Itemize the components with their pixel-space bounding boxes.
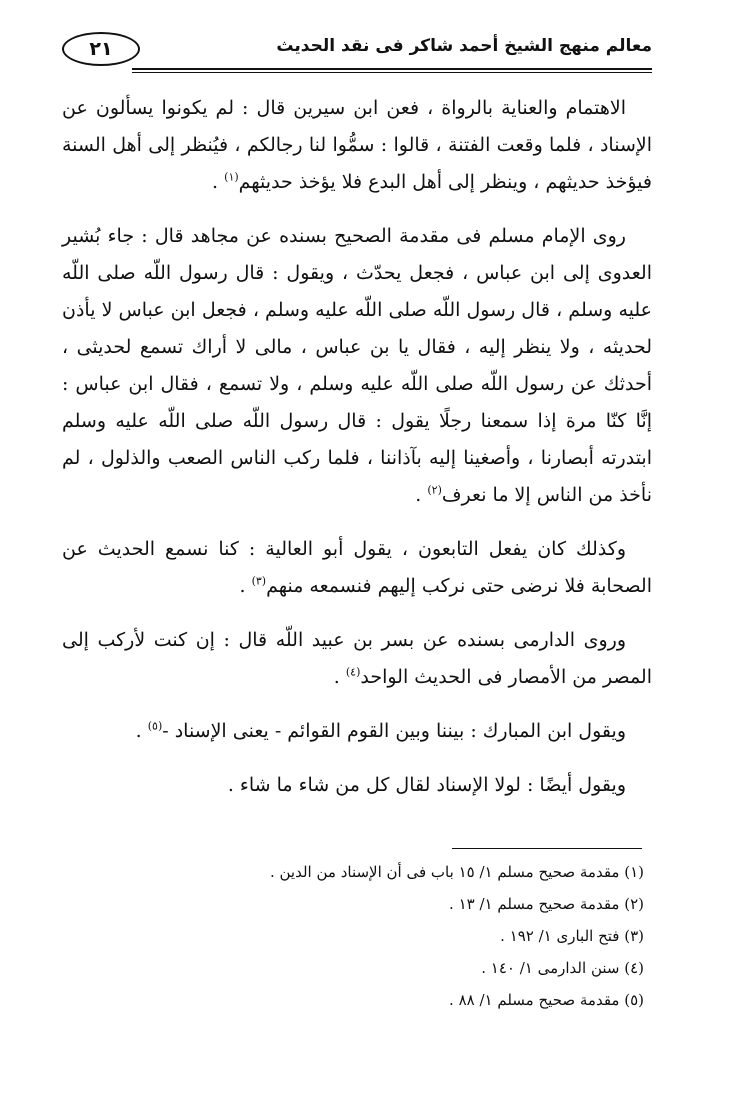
footnote-marker: (١)	[224, 170, 239, 184]
paragraph	[62, 767, 652, 804]
paragraph-end: .	[333, 666, 346, 688]
paragraph-text: وروى الدارمى بسنده عن بسر بن عبيد اللّه قال : إن كنت لأركب إلى المصر من الأمصار فى الحديث الواحد	[62, 629, 652, 688]
paragraph-end: .	[135, 720, 148, 742]
paragraph-text: الاهتمام والعناية بالرواة ، فعن ابن سيرين قال : لم يكونوا يسألون عن الإسناد ، فلما وقعت الفتنة ، قالوا : سمُّوا لنا رجالكم ، فيُنظر إلى أهل السنة فيؤخذ حديثهم ، وينظر إلى أهل البدع فلا يؤخذ حديثهم	[62, 97, 652, 193]
footnote-marker: (٢)	[427, 483, 442, 497]
footnote-marker: (٥)	[147, 719, 163, 733]
paragraph-end: .	[415, 484, 428, 506]
footnote: (٥) مقدمة صحيح مسلم ١/ ٨٨ .	[449, 991, 644, 1009]
paragraph-end: .	[239, 575, 252, 597]
running-title: معالم منهج الشيخ أحمد شاكر فى نقد الحديث	[276, 36, 652, 56]
paragraph	[62, 622, 652, 696]
footnote-marker: (٤)	[345, 665, 361, 679]
paragraph	[62, 90, 652, 201]
paragraph-text: روى الإمام مسلم فى مقدمة الصحيح بسنده عن مجاهد قال : جاء بُشير العدوى إلى ابن عباس ، فجعل يحدّث ، ويقول : قال رسول اللّه صلى اللّه عليه وسلم ، قال رسول اللّه صلى اللّه عليه وسلم ، فجعل ابن عباس لا يأذن لحديثه ، ولا ينظر إليه ، فقال يا بن عباس ، مالى لا أراك تسمع لحديثى ، أحدثك عن رسول اللّه صلى اللّه عليه وسلم ، ولا تسمع ، فقال ابن عباس : إنَّا كنّا مرة إذا سمعنا رجلًا يقول : قال رسول اللّه صلى اللّه عليه وسلم ابتدرته أبصارنا ، وأصغينا إليه بآذاننا ، فلما ركب الناس الصعب والذلول ، لم نأخذ من الناس إلا ما نعرف	[62, 225, 652, 506]
paragraph-text: ويقول ابن المبارك : بيننا وبين القوم القوائم - يعنى الإسناد -	[162, 720, 626, 742]
footnote: (٢) مقدمة صحيح مسلم ١/ ١٣ .	[449, 895, 644, 913]
paragraph	[62, 531, 652, 605]
paragraph-end: .	[212, 171, 225, 193]
paragraph	[62, 713, 652, 750]
paragraph	[62, 218, 652, 514]
footnotes	[62, 856, 644, 1016]
header-rule-thin	[132, 72, 652, 73]
footnote: (١) مقدمة صحيح مسلم ١/ ١٥ باب فى أن الإسناد من الدين .	[269, 863, 644, 881]
footnote-marker: (٣)	[251, 574, 267, 588]
header-rule	[132, 68, 652, 70]
footnote-separator	[452, 848, 642, 849]
running-header	[62, 30, 652, 70]
main-text	[62, 90, 652, 821]
footnote: (٣) فتح البارى ١/ ١٩٢ .	[500, 927, 644, 945]
paragraph-text: ويقول أيضًا : لولا الإسناد لقال كل من شاء ما شاء .	[227, 774, 626, 796]
page-number: ٢١	[62, 32, 140, 66]
paragraph-text: وكذلك كان يفعل التابعون ، يقول أبو العالية : كنا نسمع الحديث عن الصحابة فلا نرضى حتى نركب إليهم فنسمعه منهم	[62, 538, 652, 597]
footnote: (٤) سنن الدارمى ١/ ١٤٠ .	[481, 959, 644, 977]
